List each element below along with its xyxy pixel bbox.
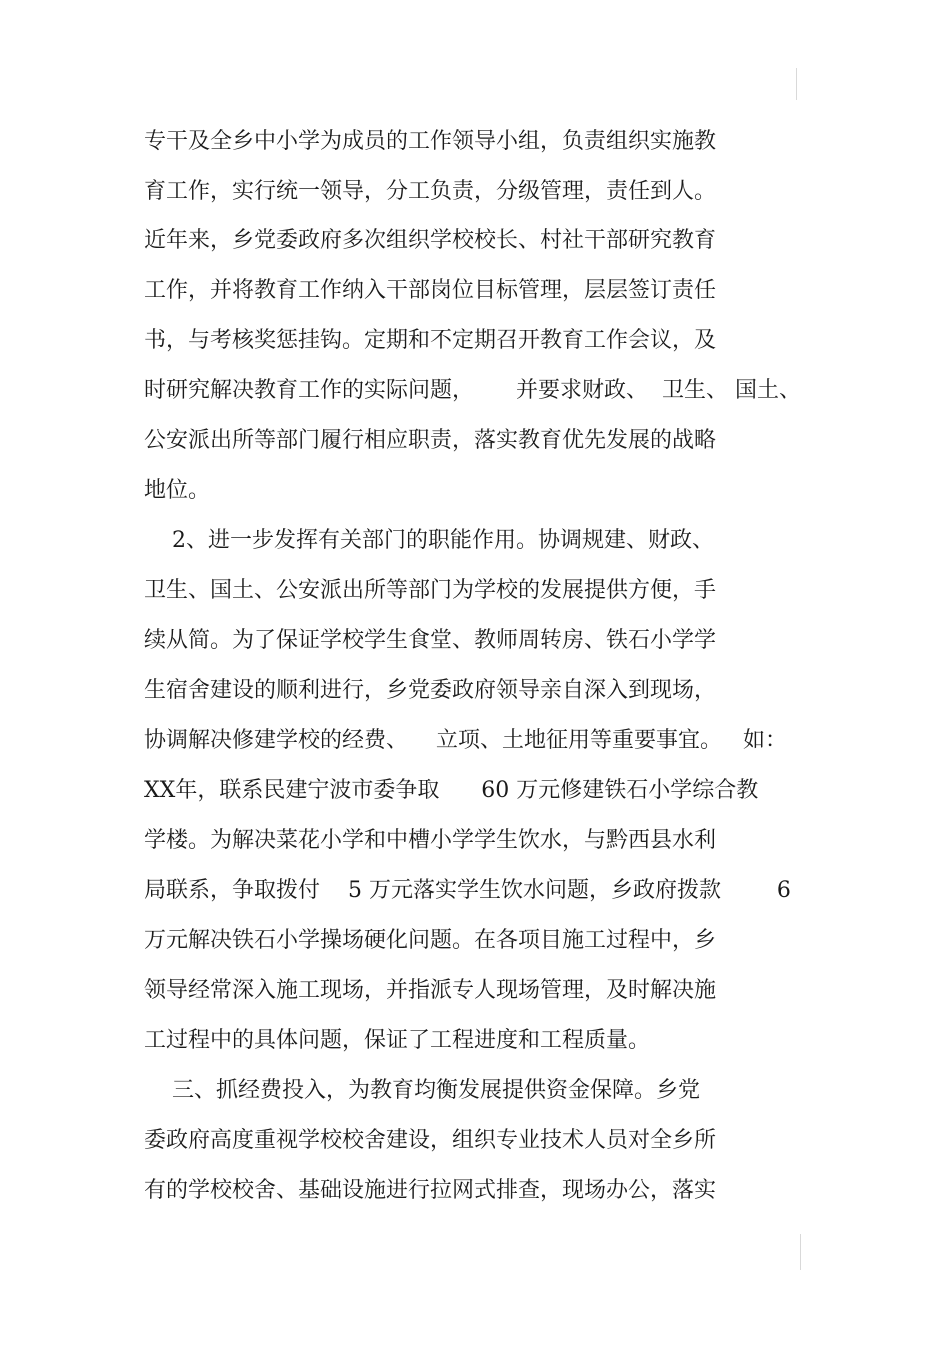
text-line: 三、抓经费投入，为教育均衡发展提供资金保障。乡党 — [144, 1078, 700, 1103]
text-line: 领导经常深入施工现场，并指派专人现场管理，及时解决施 — [144, 978, 717, 1003]
text-line: 有的学校校舍、基础设施进行拉网式排查，现场办公，落实 — [144, 1178, 717, 1203]
page-edge-mark-top — [796, 68, 797, 100]
text-line: 公安派出所等部门履行相应职责，落实教育优先发展的战略 — [144, 428, 717, 453]
text-line: 时研究解决教育工作的实际问题， 并要求财政、 卫生、 国土、 — [144, 378, 801, 403]
text-line: 近年来，乡党委政府多次组织学校校长、村社干部研究教育 — [144, 228, 717, 253]
text-line: XX年，联系民建宁波市委争取 60 万元修建铁石小学综合教 — [144, 778, 759, 803]
text-line: 生宿舍建设的顺利进行，乡党委政府领导亲自深入到现场， — [144, 678, 717, 703]
text-line: 工过程中的具体问题，保证了工程进度和工程质量。 — [144, 1028, 651, 1053]
text-line: 委政府高度重视学校校舍建设，组织专业技术人员对全乡所 — [144, 1128, 717, 1153]
text-line: 协调解决修建学校的经费、 立项、土地征用等重要事宜。 如： — [144, 728, 787, 753]
text-line: 卫生、国土、公安派出所等部门为学校的发展提供方便，手 — [144, 578, 717, 603]
page-edge-mark-bottom — [800, 1234, 801, 1270]
text-line: 地位。 — [144, 478, 211, 503]
text-line: 局联系，争取拨付 5 万元落实学生饮水问题，乡政府拨款 6 — [144, 878, 791, 903]
text-line: 书，与考核奖惩挂钩。定期和不定期召开教育工作会议，及 — [144, 328, 717, 353]
text-line: 万元解决铁石小学操场硬化问题。在各项目施工过程中，乡 — [144, 928, 717, 953]
text-line: 工作，并将教育工作纳入干部岗位目标管理，层层签订责任 — [144, 278, 717, 303]
text-line: 2、进一步发挥有关部门的职能作用。协调规建、财政、 — [144, 528, 714, 553]
text-line: 育工作，实行统一领导，分工负责，分级管理，责任到人。 — [144, 179, 717, 204]
text-line: 续从简。为了保证学校学生食堂、教师周转房、铁石小学学 — [144, 628, 717, 653]
text-line: 专干及全乡中小学为成员的工作领导小组，负责组织实施教 — [144, 129, 717, 154]
text-line: 学楼。为解决菜花小学和中槽小学学生饮水，与黔西县水利 — [144, 828, 717, 853]
